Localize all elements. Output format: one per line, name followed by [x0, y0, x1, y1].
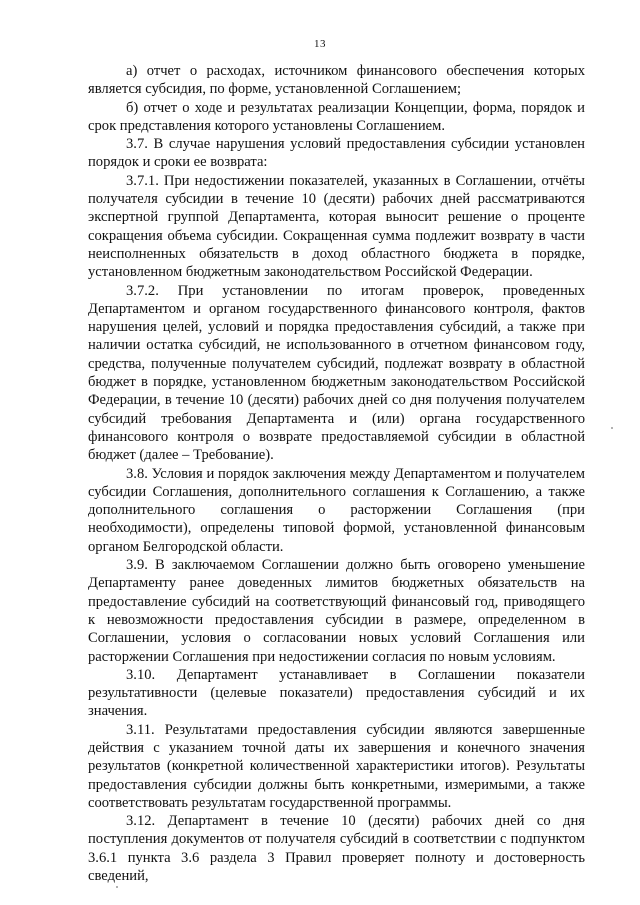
paragraph-report-expenses: а) отчет о расходах, источником финансового обеспечения которых является субсидия, по форме, установленной Соглашением; [88, 63, 585, 98]
scan-speck [611, 427, 613, 429]
paragraph-3-12: 3.12. Департамент в течение 10 (десяти) рабочих дней со дня поступления документов от получателя субсидий в соответствии с подпунктом 3.6.1 пункта 3.6 раздела 3 Правил проверяет полноту и достоверность сведений, [88, 813, 585, 885]
document-body [88, 62, 585, 885]
paragraph-3-11: 3.11. Результатами предоставления субсидии являются завершенные действия с указанием точной даты их завершения и конечного значения результатов (конкретной количественной характеристики итогов). Результаты предоставления субсидии должны быть конкретными, измеримыми, а также соответствовать результатам государственной программы. [88, 721, 585, 811]
paragraph-report-progress: б) отчет о ходе и результатах реализации Концепции, форма, порядок и срок представления которого установлены Соглашением. [88, 99, 585, 134]
paragraph-3-9: 3.9. В заключаемом Соглашении должно быть оговорено уменьшение Департаменту ранее доведенных лимитов бюджетных обязательств на предоставление субсидий на соответствующий финансовый год, приводящего к невозможности предоставления субсидии в размере, определенном в Соглашении, условия о согласовании новых условий Соглашения или расторжении Соглашения при недостижении согласия по новым условиям. [88, 557, 585, 665]
paragraph-3-7-1: 3.7.1. При недостижении показателей, указанных в Соглашении, отчёты получателя субсидии в течение 10 (десяти) рабочих дней рассматриваются экспертной группой Департамента, которая выносит решение о проценте сокращения объема субсидии. Сокращенная сумма подлежит возврату в части неисполненных обязательств в доход областного бюджета в порядке, установленном бюджетным законодательством Российской Федерации. [88, 172, 585, 281]
scan-speck [116, 886, 118, 888]
paragraph-3-10: 3.10. Департамент устанавливает в Соглашении показатели результативности (целевые показатели) предоставления субсидий и их значения. [88, 666, 585, 720]
paragraph-3-7-2: 3.7.2. При установлении по итогам проверок, проведенных Департаментом и органом государственного финансового контроля, фактов нарушения целей, условий и порядка предоставления субсидий, а также при наличии остатка субсидий, не использованного в отчетном финансовом году, средства, полученные получателем субсидий, подлежат возврату в областной бюджет в порядке, установленном бюджетным законодательством Российской Федерации, в течение 10 (десяти) рабочих дней со дня получения получателем субсидий требования Департамента и (или) органа государственного финансового контроля о возврате предоставляемой субсидии в областной бюджет (далее – Требование). [88, 282, 585, 464]
paragraph-3-8: 3.8. Условия и порядок заключения между Департаментом и получателем субсидии Соглашения, дополнительного соглашения к Соглашению, а также дополнительного соглашения о расторжении Соглашения (при необходимости), определены типовой формой, установленной финансовым органом Белгородской области. [88, 465, 585, 555]
paragraph-3-7: 3.7. В случае нарушения условий предоставления субсидии установлен порядок и сроки ее возврата: [88, 136, 585, 171]
page-number: 13 [314, 38, 326, 50]
